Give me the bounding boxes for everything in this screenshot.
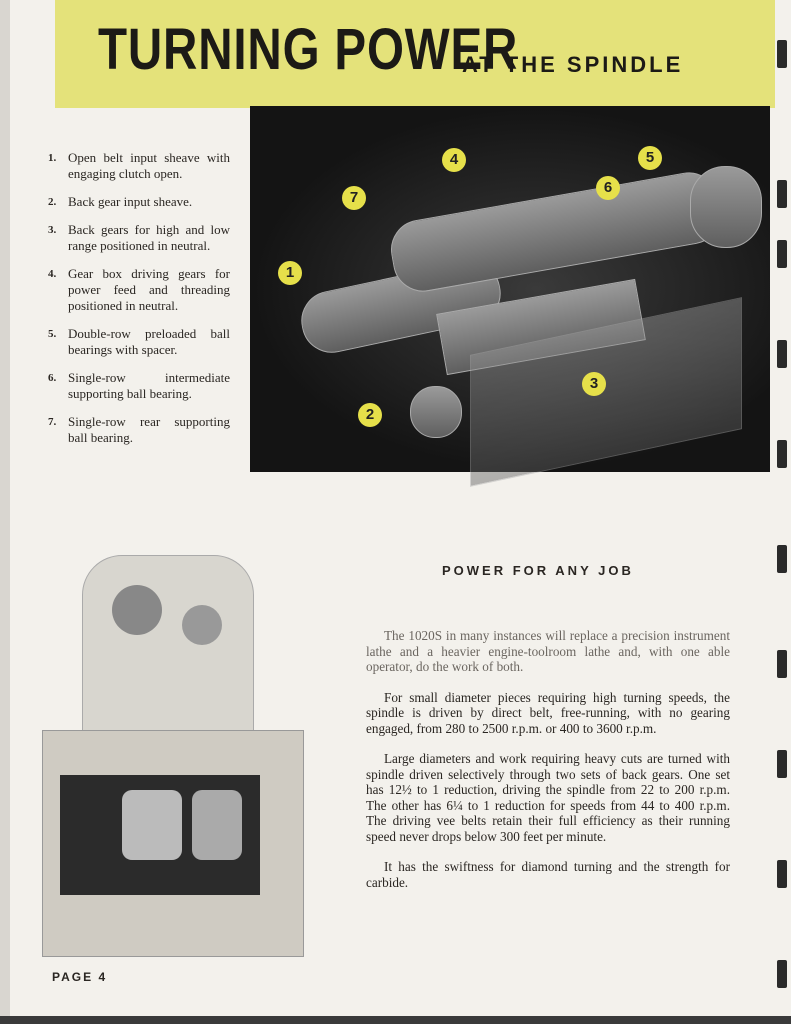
motor-pulley (122, 790, 182, 860)
callout-1: 1 (278, 261, 302, 285)
item-text: Single-row rear supporting ball bearing. (68, 414, 230, 445)
page-number: PAGE 4 (52, 970, 108, 984)
callout-6: 6 (596, 176, 620, 200)
list-item (48, 222, 230, 254)
spindle-assembly-photo (250, 106, 770, 472)
scan-edge (0, 1016, 791, 1024)
callout-4: 4 (442, 148, 466, 172)
binding-hole (777, 180, 787, 208)
callout-5: 5 (638, 146, 662, 170)
item-number: 5. (48, 328, 57, 340)
item-text: Gear box driving gears for power feed and threading positioned in neutral. (68, 266, 230, 313)
callout-2: 2 (358, 403, 382, 427)
back-gear-sheave (410, 386, 462, 438)
callout-3: 3 (582, 372, 606, 396)
item-number: 2. (48, 196, 57, 208)
item-number: 7. (48, 416, 57, 428)
item-number: 4. (48, 268, 57, 280)
lathe-headstock-photo (42, 545, 310, 965)
gear-wheel (112, 585, 162, 635)
headstock-cover (82, 555, 254, 747)
binding-hole (777, 40, 787, 68)
binding-hole (777, 240, 787, 268)
list-item (48, 266, 230, 314)
list-item (48, 370, 230, 402)
section-body (366, 628, 730, 905)
parts-list (48, 150, 230, 458)
gear-wheel (182, 605, 222, 645)
motor-pulley (192, 790, 242, 860)
binding-hole (777, 750, 787, 778)
list-item (48, 150, 230, 182)
paragraph: The 1020S in many instances will replace a precision instrument lathe and a heavier engine-toolroom lathe and, with one able operator, do the work of both. (366, 628, 730, 674)
item-number: 6. (48, 372, 57, 384)
spindle-nose (690, 166, 762, 248)
page-edge (0, 0, 10, 1024)
item-text: Double-row preloaded ball bearings with spacer. (68, 326, 230, 357)
paragraph: For small diameter pieces requiring high turning speeds, the spindle is driven by direct belt, free-running, with no gearing engaged, from 280 to 2500 r.p.m. or 400 to 3600 r.p.m. (366, 689, 730, 736)
list-item (48, 194, 230, 210)
item-text: Open belt input sheave with engaging clutch open. (68, 150, 230, 181)
callout-7: 7 (342, 186, 366, 210)
list-item (48, 414, 230, 446)
spindle-shaft (386, 168, 725, 297)
binding-hole (777, 960, 787, 988)
binding-hole (777, 545, 787, 573)
item-number: 3. (48, 224, 57, 236)
item-text: Back gear input sheave. (68, 194, 193, 209)
binding-hole (777, 340, 787, 368)
section-heading: POWER FOR ANY JOB (442, 563, 634, 578)
binding-hole (777, 860, 787, 888)
binding-hole (777, 650, 787, 678)
item-text: Back gears for high and low range positioned in neutral. (68, 222, 230, 253)
item-number: 1. (48, 152, 57, 164)
page-title: TURNING POWER (98, 17, 519, 82)
paragraph: Large diameters and work requiring heavy cuts are turned with spindle driven selectively through two sets of back gears. One set has 12½ to 1 reduction, driving the spindle from 22 to 200 r.p.m. The other has 6¼ to 1 reduction for speeds from 44 to 400 r.p.m. The driving vee belts retain their full efficiency as their running speed never drops below 300 feet per minute. (366, 751, 730, 844)
binding-hole (777, 440, 787, 468)
page-subtitle: AT THE SPINDLE (462, 52, 684, 77)
list-item (48, 326, 230, 358)
item-text: Single-row intermediate supporting ball bearing. (68, 370, 230, 401)
paragraph: It has the swiftness for diamond turning and the strength for carbide. (366, 859, 730, 890)
